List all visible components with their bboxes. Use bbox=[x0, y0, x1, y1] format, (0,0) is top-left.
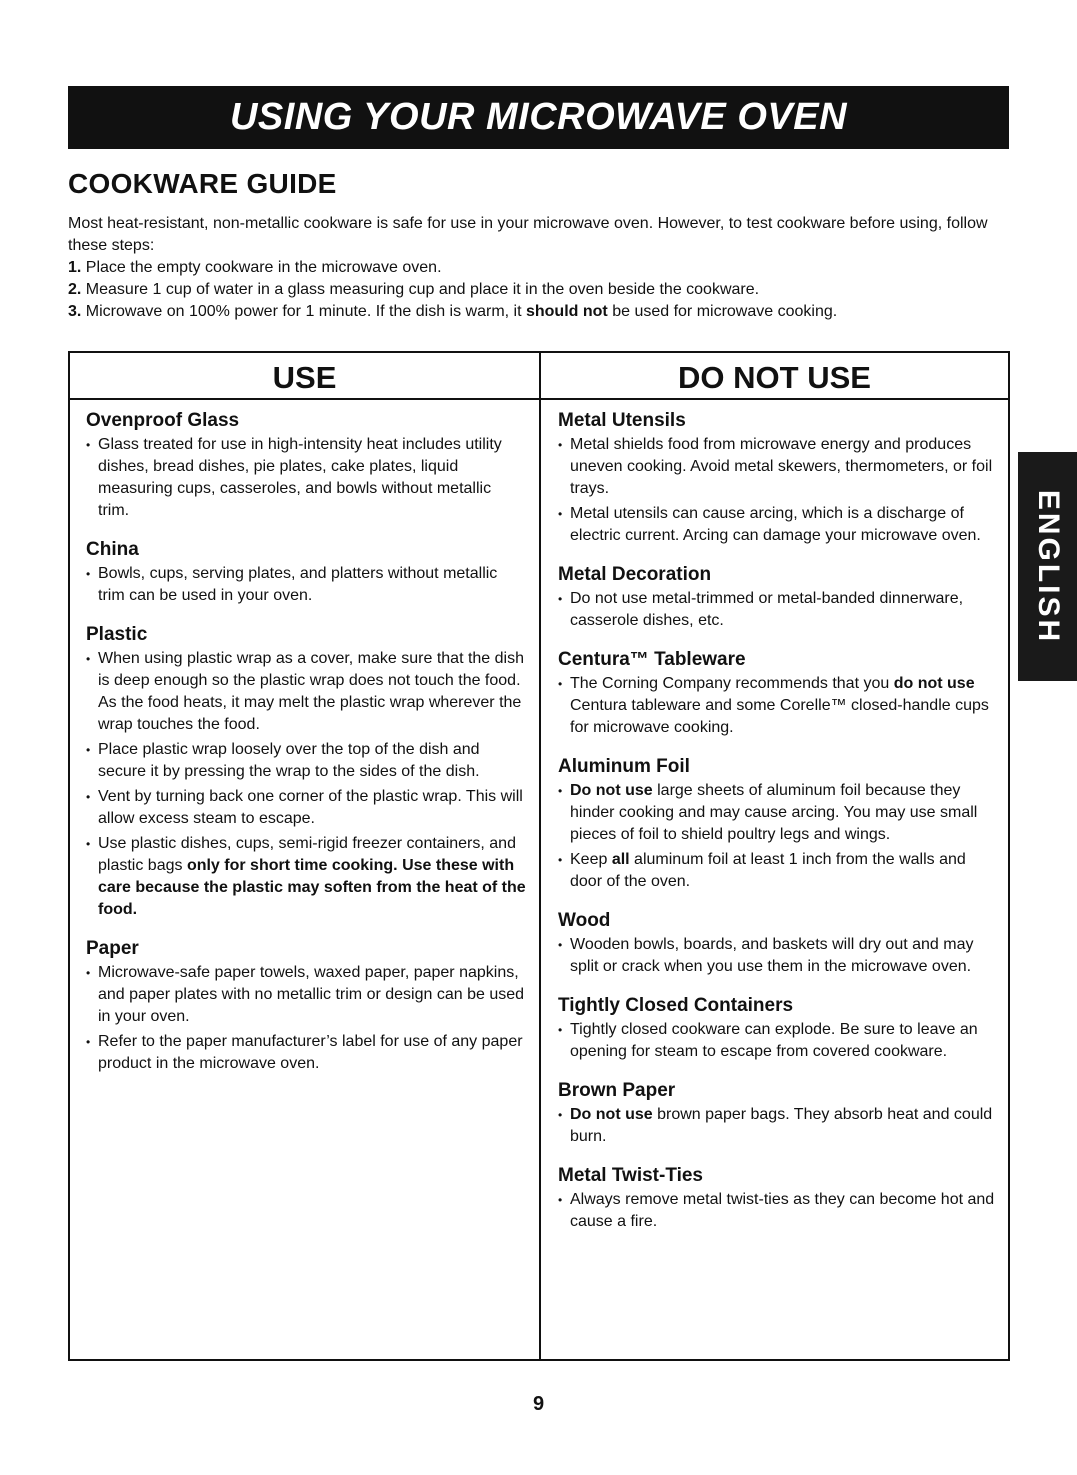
do-not-use-section bbox=[558, 409, 998, 547]
section-heading: Ovenproof Glass bbox=[86, 410, 240, 431]
bullet-text: Do not use bbox=[570, 782, 653, 799]
bullet-item bbox=[86, 739, 526, 783]
bullet-text: Vent by turning back one corner of the plastic wrap. This will allow excess steam to escape. bbox=[98, 788, 523, 827]
do-not-use-column bbox=[558, 409, 998, 1249]
bullet-item bbox=[558, 1104, 998, 1148]
bullet-item bbox=[558, 849, 998, 893]
bullet-text: Do not use bbox=[570, 1106, 653, 1123]
bullet-item bbox=[558, 673, 998, 739]
bullet-list bbox=[558, 673, 998, 739]
section-heading: Metal Utensils bbox=[558, 410, 686, 431]
bullet-text: Always remove metal twist-ties as they can become hot and cause a fire. bbox=[570, 1191, 995, 1230]
language-tab-label: ENGLISH bbox=[1031, 489, 1065, 644]
use-section bbox=[86, 937, 526, 1075]
bullet-text: Do not use metal-trimmed or metal-banded dinnerware, casserole dishes, etc. bbox=[570, 590, 964, 629]
page-number: 9 bbox=[532, 1393, 545, 1415]
intro-text: Most heat-resistant, non-metallic cookware is safe for use in your microwave oven. However, to test cookware before using, follow these steps: bbox=[68, 215, 988, 254]
page-banner: USING YOUR MICROWAVE OVEN bbox=[68, 86, 1009, 149]
bullet-item bbox=[86, 434, 526, 522]
bullet-text: The Corning Company recommends that you bbox=[570, 675, 894, 692]
section-heading: Plastic bbox=[86, 624, 148, 645]
bullet-text: When using plastic wrap as a cover, make sure that the dish is deep enough so the plastic wrap does not touch the food. As the food heats, it may melt the plastic wrap wherever the wrap touches the food. bbox=[98, 650, 524, 733]
bullet-item bbox=[86, 833, 526, 921]
do-not-use-section bbox=[558, 648, 998, 739]
bullet-item bbox=[86, 648, 526, 736]
bullet-item bbox=[558, 1019, 998, 1063]
section-title: COOKWARE GUIDE bbox=[68, 168, 337, 199]
bullet-list bbox=[558, 588, 998, 632]
bullet-list bbox=[86, 648, 526, 921]
do-not-use-section bbox=[558, 909, 998, 978]
bullet-item bbox=[86, 1031, 526, 1075]
bullet-text: Keep bbox=[570, 851, 612, 868]
bullet-text: Wooden bowls, boards, and baskets will dry out and may split or crack when you use them in the microwave oven. bbox=[570, 936, 974, 975]
do-not-use-section bbox=[558, 1164, 998, 1233]
bullet-list bbox=[558, 434, 998, 547]
bullet-item bbox=[86, 786, 526, 830]
bullet-item bbox=[558, 588, 998, 632]
bullet-text: do not use bbox=[893, 675, 975, 692]
bullet-item bbox=[558, 1189, 998, 1233]
bullet-item bbox=[558, 434, 998, 500]
bullet-item bbox=[558, 780, 998, 846]
do-not-use-section bbox=[558, 1079, 998, 1148]
do-not-use-column-header: DO NOT USE bbox=[678, 360, 871, 395]
bullet-text: Glass treated for use in high-intensity heat includes utility dishes, bread dishes, pie plates, cake plates, liquid measuring cups, casseroles, and bowls without metallic trim. bbox=[98, 436, 502, 519]
bullet-text: Place plastic wrap loosely over the top of the dish and secure it by pressing the wrap to the sides of the dish. bbox=[98, 741, 480, 780]
bullet-text: Metal utensils can cause arcing, which is a discharge of electric current. Arcing can damage your microwave oven. bbox=[570, 505, 981, 544]
bullet-list bbox=[558, 780, 998, 893]
bullet-item bbox=[558, 934, 998, 978]
bullet-list bbox=[558, 934, 998, 978]
intro-step: 2. Measure 1 cup of water in a glass measuring cup and place it in the oven beside the cookware. bbox=[68, 281, 760, 298]
intro-block bbox=[68, 213, 998, 323]
bullet-text: large sheets of aluminum foil because they hinder cooking and may cause arcing. You may use small pieces of foil to shield poultry legs and wings. bbox=[570, 782, 978, 843]
section-heading: Brown Paper bbox=[558, 1080, 676, 1101]
bullet-text: aluminum foil at least 1 inch from the walls and door of the oven. bbox=[570, 851, 966, 890]
section-heading: Metal Twist-Ties bbox=[558, 1165, 703, 1186]
bullet-text: Metal shields food from microwave energy and produces uneven cooking. Avoid metal skewers, thermometers, or foil trays. bbox=[570, 436, 993, 497]
column-divider bbox=[539, 353, 541, 1359]
use-section bbox=[86, 538, 526, 607]
section-heading: Metal Decoration bbox=[558, 564, 712, 585]
use-section bbox=[86, 409, 526, 522]
use-column bbox=[86, 409, 526, 1091]
bullet-text: Microwave-safe paper towels, waxed paper, paper napkins, and paper plates with no metallic trim or design can be used in your oven. bbox=[98, 964, 525, 1025]
bullet-item bbox=[558, 503, 998, 547]
intro-step: 3. Microwave on 100% power for 1 minute. If the dish is warm, it should not be used for microwave cooking. bbox=[68, 303, 838, 320]
section-heading: Paper bbox=[86, 938, 139, 959]
cookware-table bbox=[68, 351, 1010, 1361]
do-not-use-section bbox=[558, 755, 998, 893]
bullet-text: Bowls, cups, serving plates, and platters without metallic trim can be used in your oven. bbox=[98, 565, 498, 604]
bullet-list bbox=[558, 1189, 998, 1233]
bullet-text: all bbox=[611, 851, 630, 868]
bullet-text: Tightly closed cookware can explode. Be sure to leave an opening for steam to escape from covered cookware. bbox=[570, 1021, 978, 1060]
section-heading: Wood bbox=[558, 910, 611, 931]
language-tab bbox=[1018, 452, 1077, 681]
bullet-list bbox=[558, 1019, 998, 1063]
bullet-list bbox=[558, 1104, 998, 1148]
section-heading: China bbox=[86, 539, 139, 560]
section-heading: Centura™ Tableware bbox=[558, 649, 746, 670]
bullet-item bbox=[86, 563, 526, 607]
bullet-list bbox=[86, 434, 526, 522]
intro-step: 1. Place the empty cookware in the microwave oven. bbox=[68, 259, 442, 276]
do-not-use-section bbox=[558, 563, 998, 632]
bullet-text: brown paper bags. They absorb heat and could burn. bbox=[570, 1106, 993, 1145]
bullet-text: Centura tableware and some Corelle™ closed-handle cups for microwave cooking. bbox=[570, 697, 989, 736]
section-heading: Aluminum Foil bbox=[558, 756, 690, 777]
bullet-item bbox=[86, 962, 526, 1028]
use-section bbox=[86, 623, 526, 921]
bullet-text: Refer to the paper manufacturer’s label for use of any paper product in the microwave oven. bbox=[98, 1033, 523, 1072]
bullet-text: Use plastic dishes, cups, semi-rigid freezer containers, and plastic bags bbox=[98, 835, 516, 874]
bullet-text: only for short time cooking. Use these with care because the plastic may soften from the heat of the food. bbox=[98, 857, 526, 918]
section-heading: Tightly Closed Containers bbox=[558, 995, 794, 1016]
do-not-use-section bbox=[558, 994, 998, 1063]
bullet-list bbox=[86, 563, 526, 607]
use-column-header: USE bbox=[272, 360, 337, 395]
bullet-list bbox=[86, 962, 526, 1075]
